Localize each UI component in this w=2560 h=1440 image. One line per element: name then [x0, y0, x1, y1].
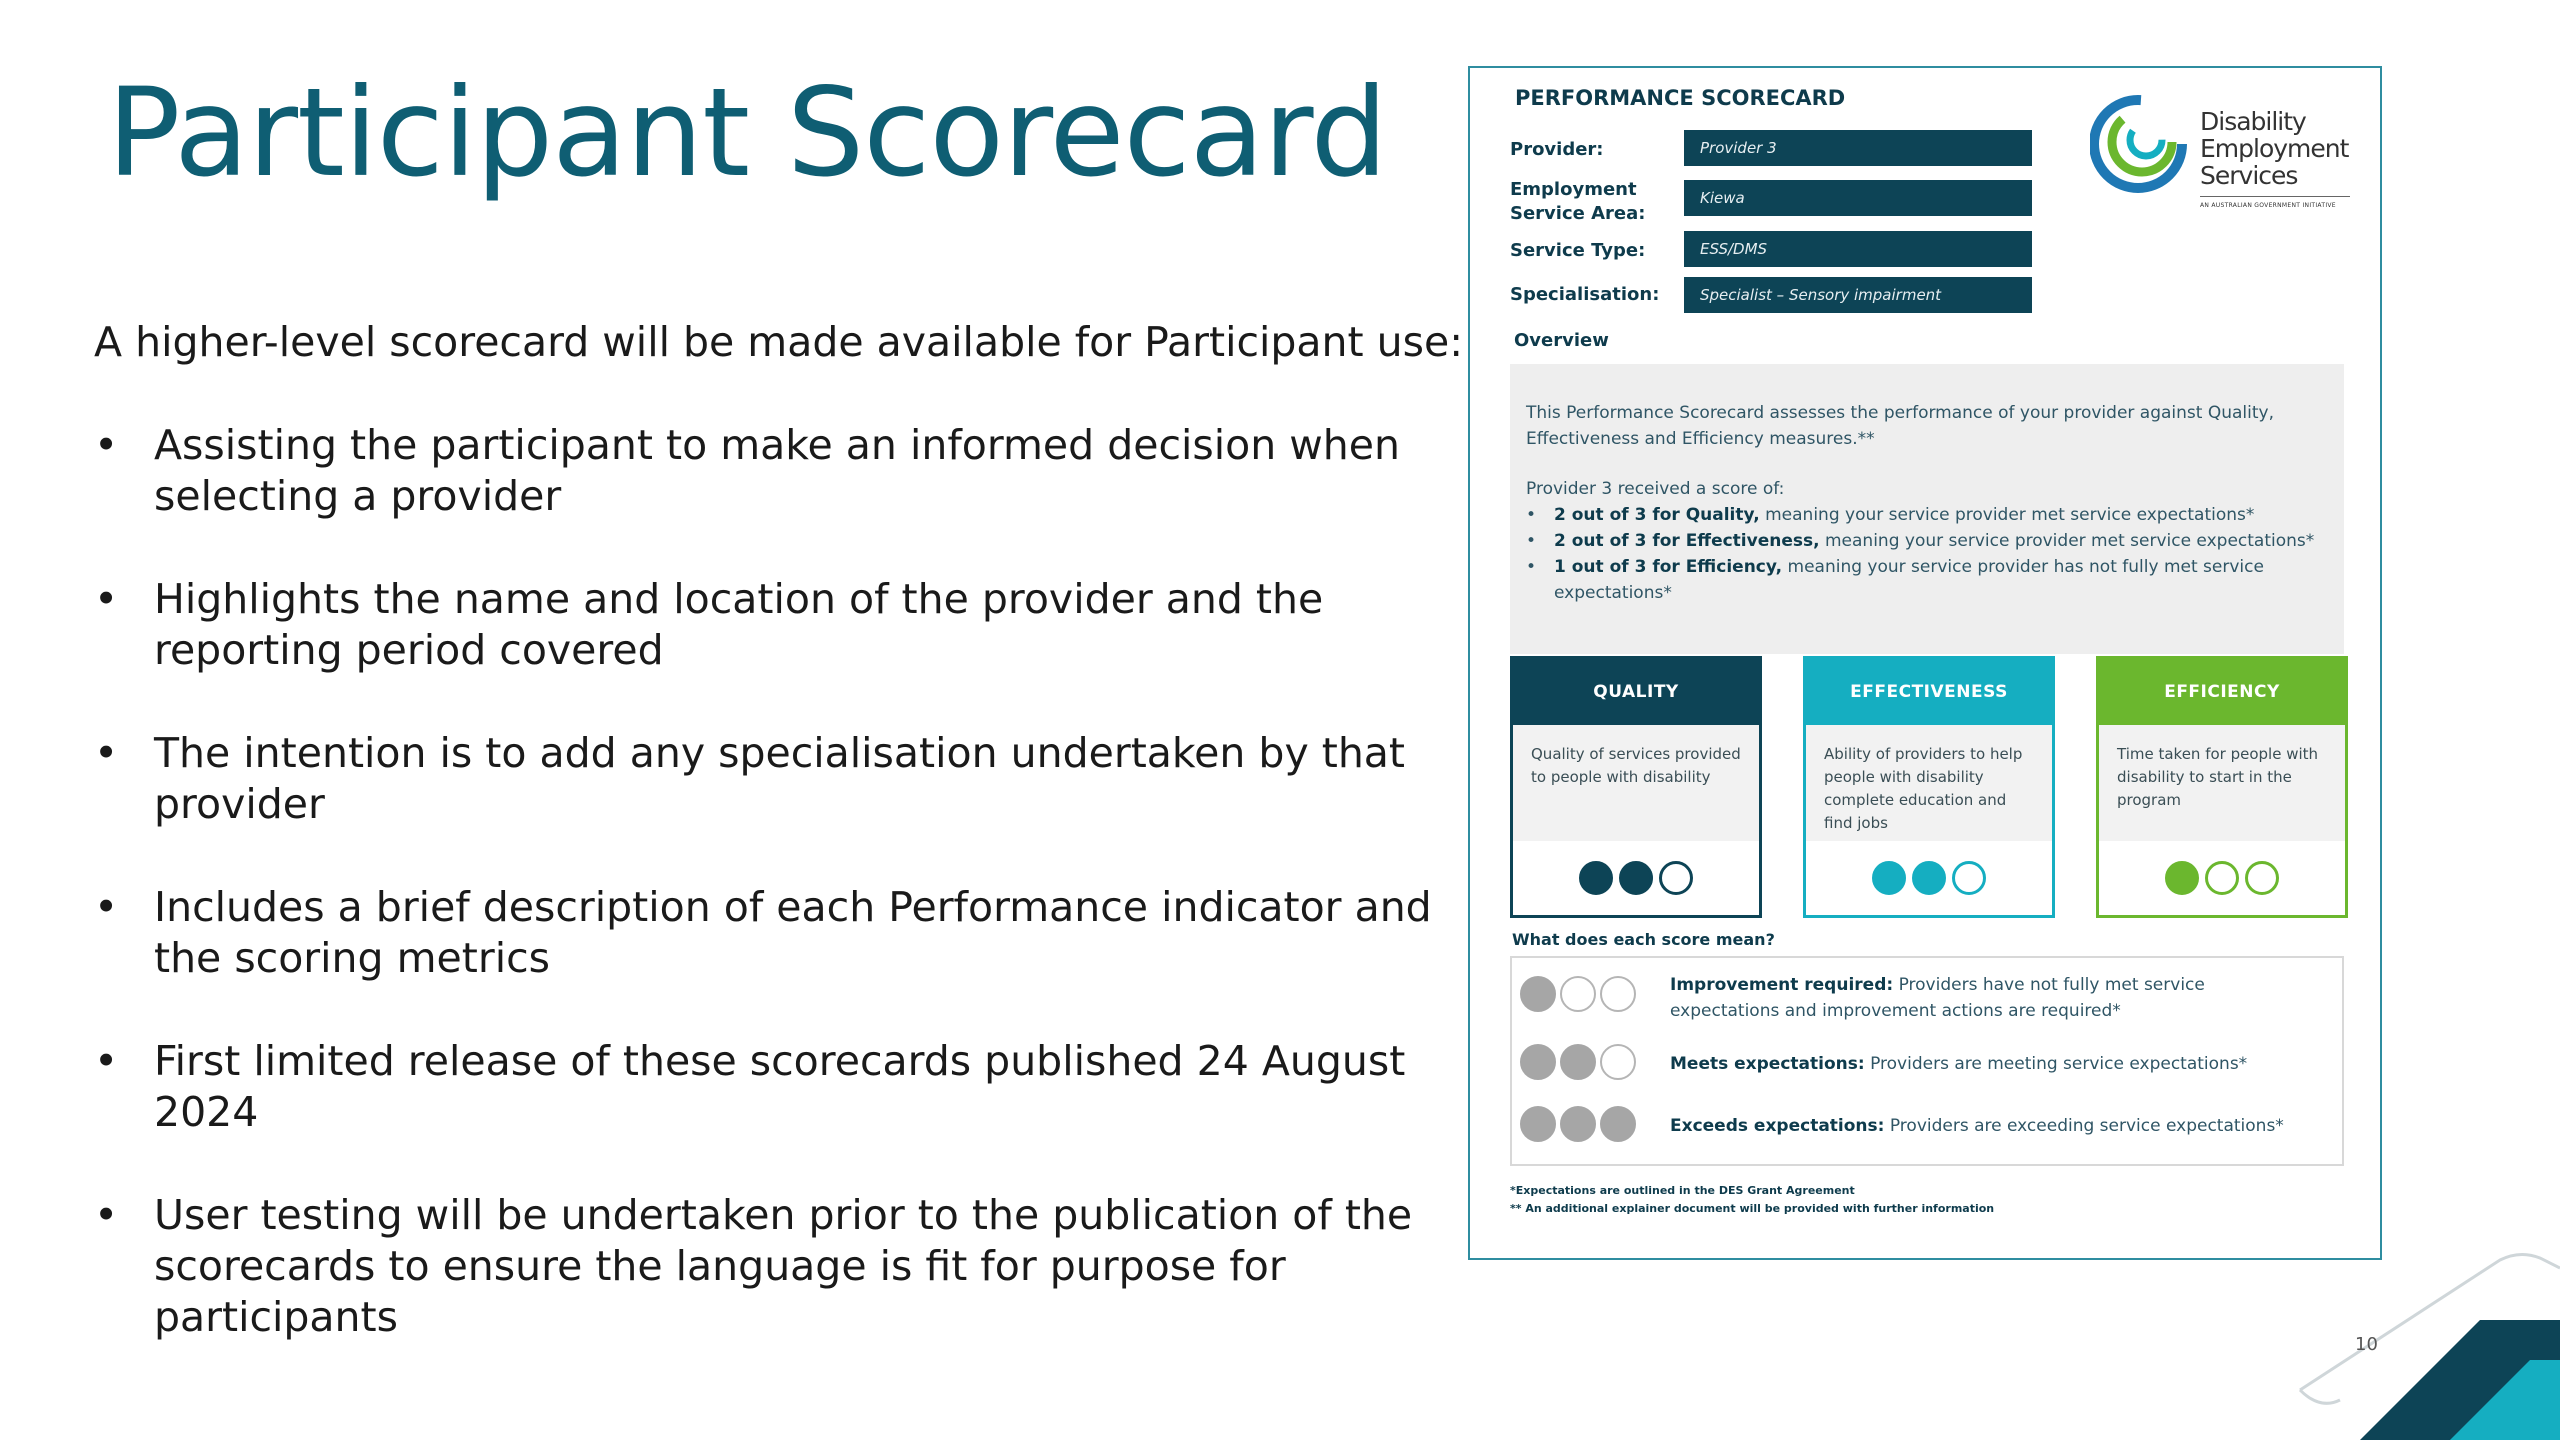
slide-intro: A higher-level scorecard will be made available for Participant use:: [94, 318, 1464, 366]
score-legend-bold: Meets expectations:: [1670, 1054, 1865, 1074]
kpi-description: Ability of providers to help people with disability complete education and find jobs: [1824, 745, 2023, 832]
kpi-card-efficiency: [2096, 656, 2348, 918]
kpi-description: Quality of services provided to people with disability: [1531, 745, 1741, 786]
overview-label: Overview: [1514, 330, 1609, 351]
provider-value: Provider 3: [1684, 130, 2032, 166]
overview-score-item: [1526, 554, 2328, 606]
kpi-card-effectiveness: [1803, 656, 2055, 918]
legend-dot-filled: [1600, 1106, 1636, 1142]
service-type-value: ESS/DMS: [1684, 231, 2032, 267]
score-legend-dots: [1520, 1044, 1636, 1080]
bullet-text: Includes a brief description of each Performance indicator and the scoring metrics: [154, 883, 1432, 982]
kpi-score-dots: [1806, 841, 2052, 915]
bullet-item: [94, 574, 1454, 676]
score-dot-empty: [2205, 861, 2239, 895]
bullet-item: [94, 1036, 1454, 1138]
bullet-glyph: •: [94, 575, 119, 623]
score-legend-desc: Providers are exceeding service expectations*: [1884, 1116, 2284, 1136]
score-meaning-label: What does each score mean?: [1512, 930, 1775, 949]
score-dot-filled: [1872, 861, 1906, 895]
bullet-text: User testing will be undertaken prior to the publication of the scorecards to ensure the language is fit for purpose for participants: [154, 1191, 1413, 1341]
kpi-heading: EFFICIENCY: [2099, 659, 2345, 725]
overview-score-list: [1526, 502, 2328, 606]
overview-score-text: meaning your service provider met service expectations*: [1759, 505, 2255, 525]
kpi-heading: QUALITY: [1513, 659, 1759, 725]
overview-score-bold: 1 out of 3 for Efficiency,: [1554, 557, 1783, 577]
score-dot-empty: [1952, 861, 1986, 895]
bullet-glyph: •: [94, 1191, 119, 1239]
bullet-text: The intention is to add any specialisation undertaken by that provider: [154, 729, 1406, 828]
kpi-score-dots: [2099, 841, 2345, 915]
kpi-score-dots: [1513, 841, 1759, 915]
specialisation-value: Specialist – Sensory impairment: [1684, 277, 2032, 313]
score-legend-desc: Providers have not fully met service expectations and improvement actions are required*: [1670, 975, 2205, 1021]
score-legend-dots: [1520, 976, 1636, 1012]
logo-wordmark: [2200, 108, 2348, 189]
overview-score-line: Provider 3 received a score of:: [1526, 479, 1785, 499]
performance-scorecard: [1468, 66, 2382, 1260]
overview-score-text: meaning your service provider has not fully met service expectations*: [1554, 557, 2264, 603]
kpi-description: Time taken for people with disability to start in the program: [2117, 745, 2319, 809]
logo-tagline: AN AUSTRALIAN GOVERNMENT INITIATIVE: [2200, 202, 2336, 209]
bullet-text: Highlights the name and location of the provider and the reporting period covered: [154, 575, 1324, 674]
footnote: *Expectations are outlined in the DES Grant Agreement: [1510, 1184, 1855, 1197]
footnote: ** An additional explainer document will be provided with further information: [1510, 1202, 1995, 1215]
score-legend-dots: [1520, 1106, 1636, 1142]
overview-score-bold: 2 out of 3 for Quality,: [1554, 505, 1760, 525]
bullet-text: Assisting the participant to make an informed decision when selecting a provider: [154, 421, 1400, 520]
legend-dot-empty: [1560, 976, 1596, 1012]
score-dot-filled: [1579, 861, 1613, 895]
score-dot-filled: [1619, 861, 1653, 895]
legend-dot-filled: [1560, 1106, 1596, 1142]
score-legend-desc: Providers are meeting service expectations*: [1864, 1054, 2248, 1074]
bullet-glyph: •: [94, 729, 119, 777]
specialisation-label: Specialisation:: [1510, 284, 1660, 305]
bullet-glyph: •: [94, 883, 119, 931]
bullet-glyph: •: [94, 1037, 119, 1085]
score-legend-bold: Exceeds expectations:: [1670, 1116, 1885, 1136]
score-legend-text: [1670, 972, 2290, 1024]
bullet-item: [94, 420, 1454, 522]
score-meaning-box: [1510, 956, 2344, 1166]
bullet-list: [94, 420, 1454, 1395]
service-area-value: Kiewa: [1684, 180, 2032, 216]
logo-line-3: Services: [2200, 161, 2298, 190]
scorecard-title: PERFORMANCE SCORECARD: [1515, 86, 1846, 110]
legend-dot-empty: [1600, 1044, 1636, 1080]
overview-score-item: [1526, 502, 2328, 528]
bullet-text: First limited release of these scorecards published 24 August 2024: [154, 1037, 1406, 1136]
bullet-item: [94, 728, 1454, 830]
des-swirl-icon: [2090, 86, 2190, 206]
overview-score-item: [1526, 528, 2328, 554]
score-legend-bold: Improvement required:: [1670, 975, 1894, 995]
kpi-heading: EFFECTIVENESS: [1806, 659, 2052, 725]
service-area-label: Employment Service Area:: [1510, 179, 1646, 224]
des-logo: [2090, 86, 2360, 216]
service-type-label: Service Type:: [1510, 240, 1646, 261]
overview-box: [1510, 364, 2344, 654]
legend-dot-filled: [1560, 1044, 1596, 1080]
overview-score-text: meaning your service provider met service expectations*: [1819, 531, 2315, 551]
bullet-item: [94, 1190, 1454, 1343]
corner-decoration: [2280, 1250, 2560, 1440]
legend-dot-empty: [1600, 976, 1636, 1012]
logo-line-2: Employment: [2200, 134, 2349, 163]
logo-line-1: Disability: [2200, 107, 2306, 136]
bullet-item: [94, 882, 1454, 984]
provider-label: Provider:: [1510, 139, 1604, 160]
slide-title: Participant Scorecard: [107, 62, 1387, 204]
kpi-card-quality: [1510, 656, 1762, 918]
page-number: 10: [2355, 1334, 2378, 1355]
score-dot-empty: [1659, 861, 1693, 895]
legend-dot-filled: [1520, 976, 1556, 1012]
legend-dot-filled: [1520, 1044, 1556, 1080]
score-dot-filled: [1912, 861, 1946, 895]
score-legend-text: [1670, 1051, 2290, 1077]
score-dot-filled: [2165, 861, 2199, 895]
score-legend-text: [1670, 1113, 2290, 1139]
bullet-glyph: •: [94, 421, 119, 469]
overview-score-bold: 2 out of 3 for Effectiveness,: [1554, 531, 1820, 551]
score-dot-empty: [2245, 861, 2279, 895]
overview-intro: This Performance Scorecard assesses the performance of your provider against Quality, Effectiveness and Efficiency measures.**: [1526, 403, 2274, 449]
logo-divider: [2200, 196, 2350, 197]
legend-dot-filled: [1520, 1106, 1556, 1142]
